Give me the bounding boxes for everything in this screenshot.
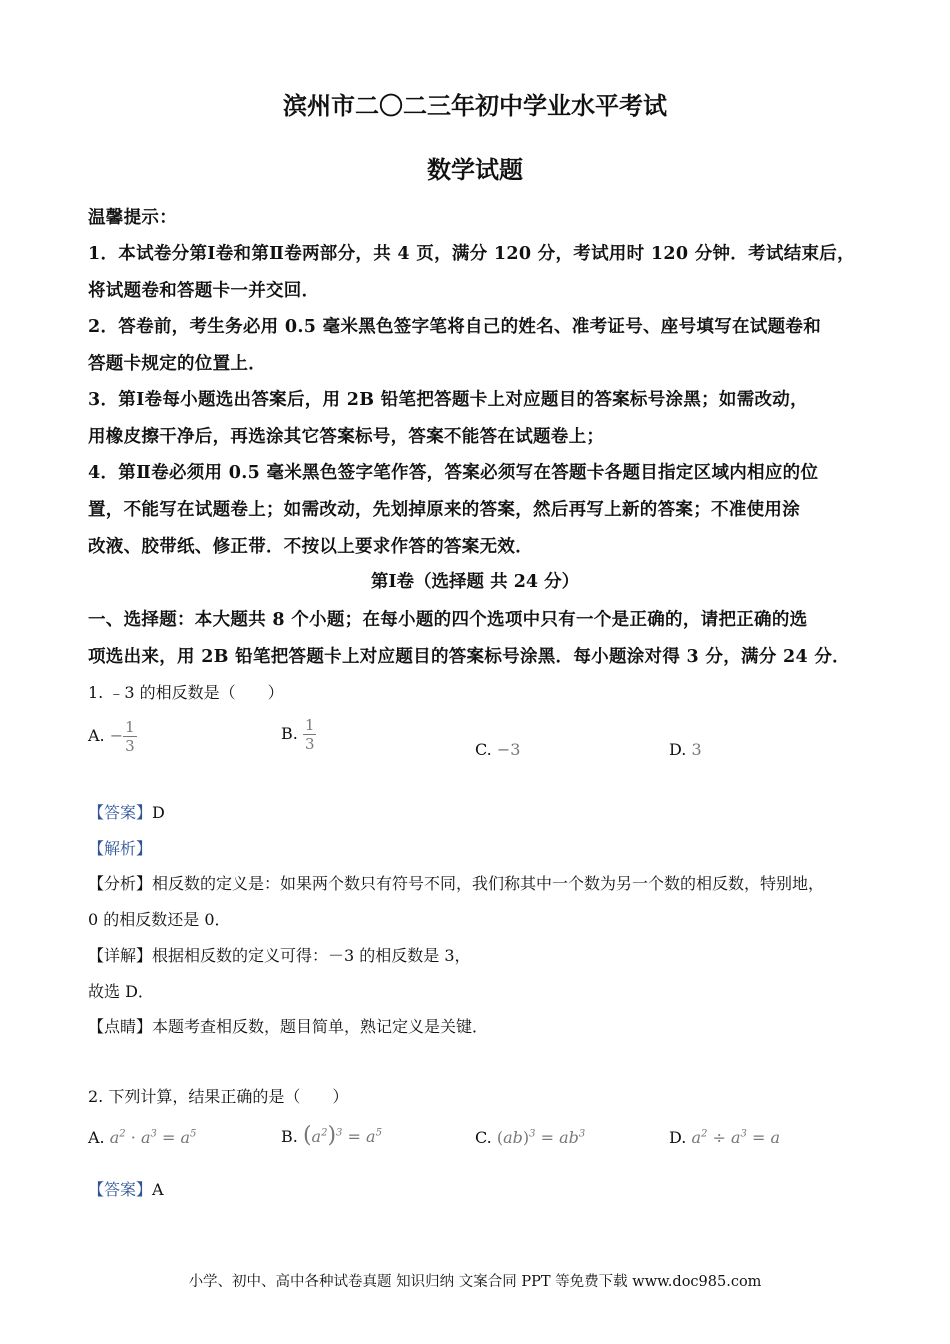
option-label: D. [669, 740, 687, 759]
notice-line: 4．第Ⅱ卷必须用 0.5 毫米黑色签字笔作答，答案必须写在答题卡各题目指定区域内相应的位 [88, 463, 819, 483]
q2-option-a: A. $a^2 \cdot a^3 = a^5$ [88, 1128, 197, 1147]
fenxi-tag: 【分析】 [88, 874, 153, 893]
q2-option-d: D. $a^2 \div a^3 = a$ [669, 1128, 781, 1147]
dianjing-text: 本题考查相反数，题目简单，熟记定义是关键． [152, 1017, 489, 1036]
minus-sign: − [109, 726, 124, 745]
section-title: 第Ⅰ卷（选择题 共 24 分） [370, 572, 580, 592]
q1-option-c [475, 740, 520, 759]
q1-dianjing [88, 1014, 488, 1037]
answer-value: D [152, 803, 165, 822]
option-label: C. [475, 740, 492, 759]
q2-answer [88, 1177, 164, 1200]
formula: $(ab)^3 = ab^3$ [496, 1128, 586, 1147]
xiangjie-text: 根据相反数的定义可得：－3 的相反数是 3， [152, 946, 471, 965]
notice-heading: 温馨提示： [88, 208, 177, 228]
exam-subtitle: 数学试题 [427, 155, 523, 184]
notice-line: 改液、胶带纸、修正带．不按以上要求作答的答案无效． [88, 537, 533, 557]
notice-line: 答题卡规定的位置上． [88, 354, 266, 374]
answer-tag: 【答案】 [88, 803, 153, 822]
answer-tag: 【答案】 [88, 1180, 153, 1199]
q1-fenxi [88, 871, 824, 894]
formula: $a^2 \cdot a^3 = a^5$ [109, 1128, 197, 1147]
xiangjie-tag: 【详解】 [88, 946, 153, 965]
q2-stem: 2. 下列计算，结果正确的是（ ） [88, 1087, 349, 1106]
q1-analysis-tag: 【解析】 [88, 839, 153, 858]
notice-line: 2．答卷前，考生务必用 0.5 毫米黑色签字笔将自己的姓名、准考证号、座号填写在试题卷和 [88, 317, 822, 337]
q1-xiangjie [88, 943, 471, 966]
section-intro-line: 一、选择题：本大题共 8 个小题；在每小题的四个选项中只有一个是正确的，请把正确的选 [88, 610, 808, 630]
notice-line: 3．第Ⅰ卷每小题选出答案后，用 2B 铅笔把答题卡上对应题目的答案标号涂黑；如需改动， [88, 390, 808, 410]
q1-answer [88, 800, 165, 823]
option-label: A. [88, 726, 105, 745]
option-value: 3 [691, 740, 702, 759]
fenxi-text: 相反数的定义是：如果两个数只有符号不同，我们称其中一个数为另一个数的相反数，特别地， [152, 874, 825, 893]
page-footer: 小学、初中、高中各种试卷真题 知识归纳 文案合同 PPT 等免费下载 www.doc985.com [188, 1274, 762, 1290]
q1-option-b [281, 716, 316, 753]
formula: $(a^2)^3 = a^5$ [302, 1123, 382, 1148]
q2-option-c: C. $(ab)^3 = ab^3$ [475, 1128, 586, 1147]
q1-choice: 故选 D． [88, 982, 154, 1001]
q1-option-d [669, 740, 702, 759]
notice-line: 1．本试卷分第Ⅰ卷和第Ⅱ卷两部分，共 4 页，满分 120 分，考试用时 120 分钟．考试结束后， [88, 244, 855, 264]
formula: $a^2 \div a^3 = a$ [691, 1128, 781, 1147]
answer-value: A [152, 1180, 164, 1199]
dianjing-tag: 【点睛】 [88, 1017, 153, 1036]
q1-fenxi-cont: 0 的相反数还是 0． [88, 910, 231, 929]
fraction: $\frac{1}{3}$ [125, 718, 135, 755]
notice-line: 用橡皮擦干净后，再选涂其它答案标号，答案不能答在试题卷上； [88, 427, 605, 447]
section-intro-line: 项选出来，用 2B 铅笔把答题卡上对应题目的答案标号涂黑．每小题涂对得 3 分，满分 24 分． [88, 647, 850, 667]
q1-stem: 1. ﹣3 的相反数是（ ） [88, 683, 284, 702]
option-value: −3 [496, 740, 521, 759]
notice-line: 将试题卷和答题卡一并交回． [88, 281, 320, 301]
notice-line: 置，不能写在试题卷上；如需改动，先划掉原来的答案，然后再写上新的答案；不准使用涂 [88, 500, 800, 520]
q1-option-a [88, 718, 137, 755]
q2-option-b: B. $(a^2)^3 = a^5$ [281, 1123, 382, 1148]
option-label: B. [281, 724, 298, 743]
exam-title: 滨州市二〇二三年初中学业水平考试 [283, 91, 667, 120]
fraction: $\frac{1}{3}$ [304, 716, 315, 753]
